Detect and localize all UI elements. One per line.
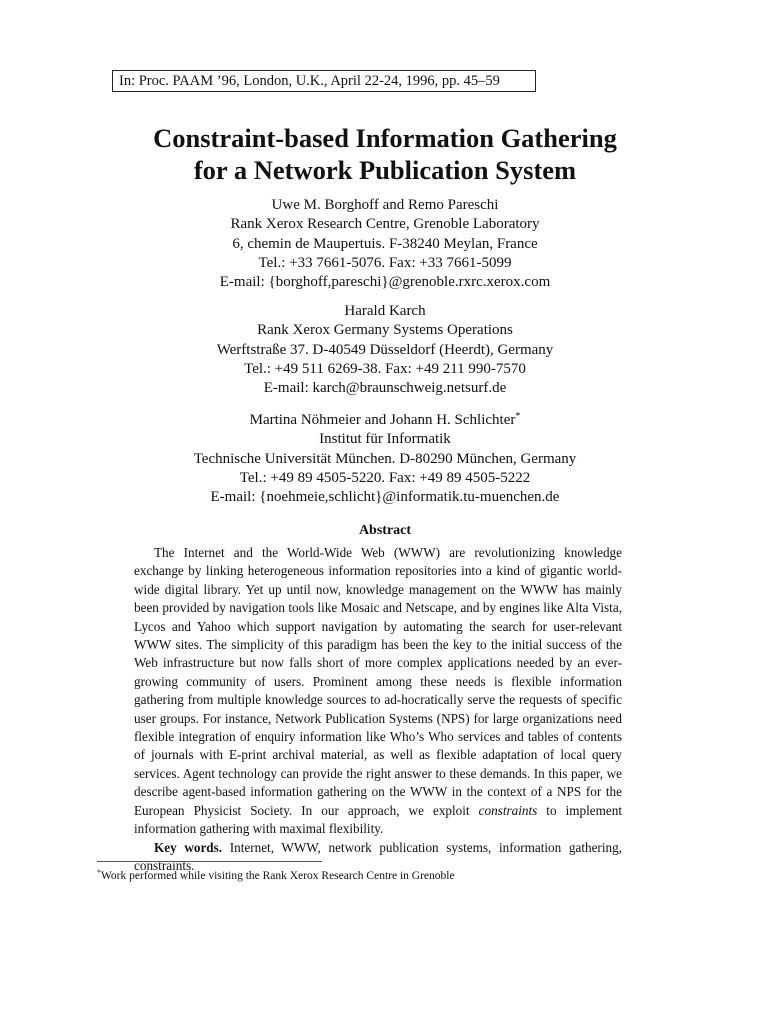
abstract-emphasis: constraints (478, 802, 538, 818)
keywords-label: Key words. (154, 839, 223, 855)
author-address: Werftstraße 37. D-40549 Düsseldorf (Heerdt), Germany (216, 341, 554, 358)
author-block-3 (0, 407, 770, 507)
author-block-2 (0, 302, 770, 398)
title-line-1: Constraint-based Information Gathering (153, 123, 617, 153)
author-affiliation: Institut für Informatik (319, 431, 451, 448)
author-address: 6, chemin de Maupertuis. F-38240 Meylan, France (232, 235, 538, 252)
abstract-text-part-2: to implement information gathering with maximal flexibility. (134, 802, 622, 837)
citation-box (112, 70, 536, 92)
author-affiliation: Rank Xerox Germany Systems Operations (257, 322, 513, 339)
author-address: Technische Universität München. D-80290 München, Germany (193, 450, 577, 467)
abstract-body (134, 544, 622, 875)
abstract-text-part-1: The Internet and the World-Wide Web (WWW) are revolutionizing knowledge exchange by linking heterogeneous information repositories into a kind of gigantic world-wide digital library. Yet up until now, knowledge management on the WWW has mainly been provided by navigation tools like Mosaic and Netscape, and by engines like Alta Vista, Lycos and Yahoo which support navigation by automating the search for user-relevant WWW sites. The simplicity of this paradigm has been the key to the initial success of the Web infrastructure but now falls short of more complex applications needed by an ever-growing community of users. Prominent among these needs is flexible information gathering from multiple knowledge sources to ad-hocratically serve the requests of specific user groups. For instance, Network Publication Systems (NPS) for large organizations need flexible integration of enquiry information like Who’s Who services and tables of contents of journals with E-print archival material, as well as flexible adaptation of local query services. Agent technology can provide the right answer to these demands. In this paper, we describe agent-based information gathering on the WWW in the context of a NPS for the European Physicist Society. In our approach, we exploit (134, 545, 622, 818)
footnote-text: Work performed while visiting the Rank Xerox Research Centre in Grenoble (101, 870, 455, 882)
abstract-heading: Abstract (358, 523, 412, 538)
keywords-text: Internet, WWW, network publication systems, information gathering, constraints. (134, 839, 622, 873)
author-names-line (0, 407, 770, 430)
author-phone: Tel.: +33 7661-5076. Fax: +33 7661-5099 (258, 254, 512, 271)
paper-title (0, 122, 770, 186)
footnote-marker: * (515, 411, 521, 422)
author-names: Martina Nöhmeier and Johann H. Schlichter (249, 412, 516, 428)
citation-text: In: Proc. PAAM ’96, London, U.K., April 22-24, 1996, pp. 45–59 (119, 73, 500, 89)
author-phone: Tel.: +49 511 6269-38. Fax: +49 211 990-7570 (244, 360, 526, 377)
author-email: E-mail: {borghoff,pareschi}@grenoble.rxrc.xerox.com (219, 274, 551, 291)
author-names: Uwe M. Borghoff and Remo Pareschi (271, 197, 499, 213)
author-affiliation: Rank Xerox Research Centre, Grenoble Laboratory (230, 216, 540, 233)
author-email: E-mail: karch@braunschweig.netsurf.de (263, 380, 507, 397)
author-email: E-mail: {noehmeie,schlicht}@informatik.tu-muenchen.de (210, 489, 560, 506)
footnote-divider (97, 861, 322, 862)
abstract-paragraph (134, 544, 622, 839)
author-names: Harald Karch (344, 303, 426, 319)
author-block-1 (0, 196, 770, 292)
footnote-marker: * (97, 868, 101, 877)
footnote (97, 865, 657, 884)
author-phone: Tel.: +49 89 4505-5220. Fax: +49 89 4505-5222 (239, 469, 531, 486)
title-line-2: for a Network Publication System (193, 155, 577, 185)
